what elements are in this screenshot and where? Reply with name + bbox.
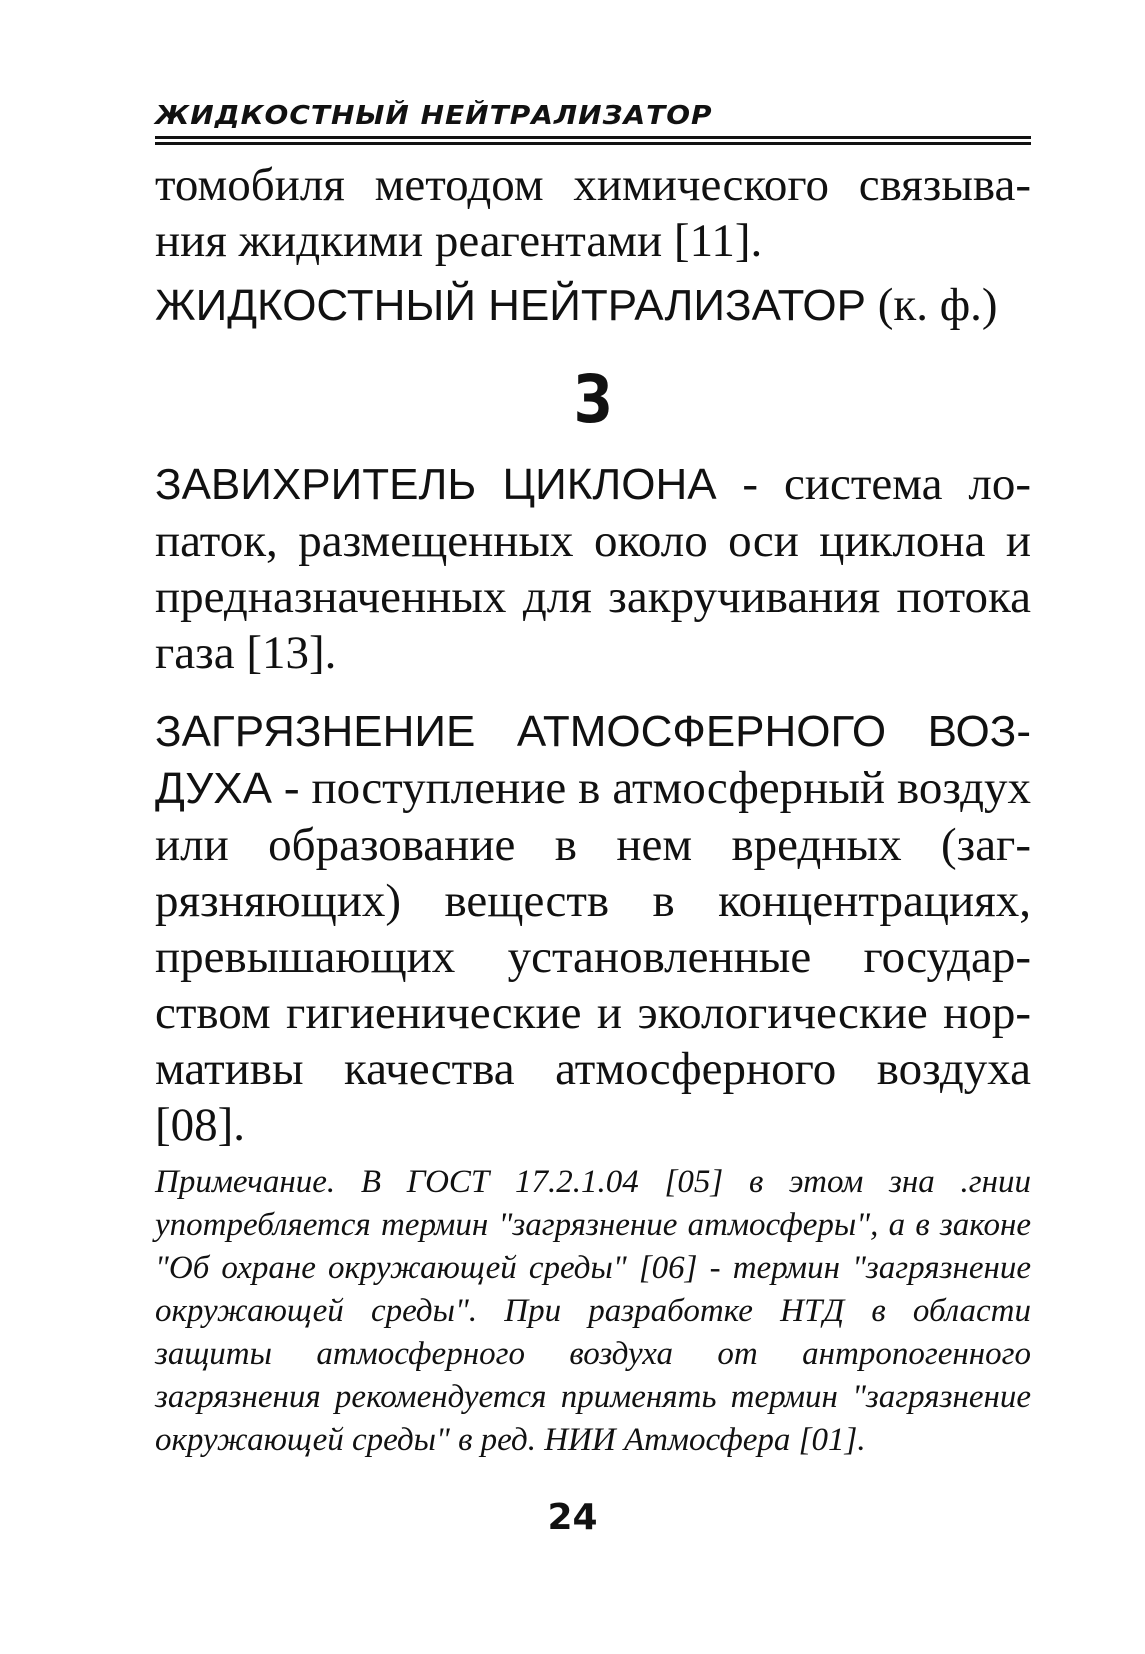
cross-reference-term: ЖИДКОСТНЫЙ НЕЙТРАЛИЗАТОР <box>155 281 866 330</box>
header-double-rule <box>155 136 1031 145</box>
dictionary-entry <box>155 456 1031 681</box>
note-paragraph: Примечание. В ГОСТ 17.2.1.04 [05] в этом зна .гнии употребляется термин "загрязнение атмосферы", а в законе "Об охране окружающей среды" [06] - термин "загрязнение окружающей среды". При разработке НТД в области защиты атмосферного воздуха от антропогенного загрязнения рекомендуется применять термин "загрязнение окружающей среды" в ред. НИИ Атмосфера [01]. <box>155 1164 1031 1458</box>
entry-definition: - система лопаток, размещенных около оси циклона и предназначенных для закручивания потока газа [13]. <box>155 458 1031 679</box>
entry-term: ЗАГРЯЗНЕНИЕ АТМОСФЕРНОГО ВОЗДУХА <box>155 707 1031 813</box>
page-number: 24 <box>547 1497 598 1538</box>
continuation-paragraph: томобиля методом химического связывания жидкими реагентами [11]. <box>155 159 1031 267</box>
section-letter: З <box>573 361 613 438</box>
entry-definition: - поступление в атмосферный воздух или образование в нем вредных (загрязняющих) веществ в концентрациях, превышающих установленные государством гигиенические и экологические нормативы качества атмосферного воздуха [08]. <box>155 762 1031 1151</box>
book-page <box>155 100 1031 1462</box>
cross-reference-entry <box>155 277 1031 334</box>
running-head: ЖИДКОСТНЫЙ НЕЙТРАЛИЗАТОР <box>155 100 713 131</box>
entry-term: ЗАВИХРИТЕЛЬ ЦИКЛОНА <box>155 460 717 509</box>
cross-reference-note: (к. ф.) <box>865 279 998 331</box>
dictionary-entry <box>155 703 1031 1153</box>
